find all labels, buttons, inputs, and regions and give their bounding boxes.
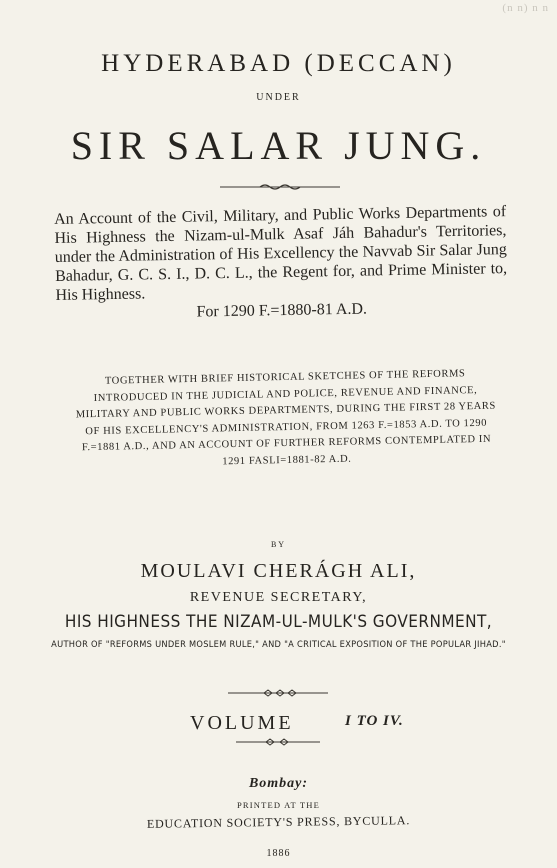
volume-label: VOLUME: [190, 712, 294, 734]
government-line: HIS HIGHNESS THE NIZAM-UL-MULK'S GOVERNMENT,: [64, 612, 493, 632]
publication-city: Bombay:: [248, 776, 309, 791]
author-name: MOULAVI CHERÁGH ALI,: [140, 560, 417, 582]
description-text: An Account of the Civil, Military, and Public Works Departments of His Highness the Nizam-ul-Mulk Asaf Jáh Bahadur's Territories, under the Administration of His Excellency the Navvab Sir Salar Jung Bahadur, G. C. S. I., D. C. L., the Regent for, and Prime Minister to, His Highness.: [54, 203, 508, 304]
under-label: UNDER: [256, 92, 301, 103]
flourish-divider-middle: [228, 689, 328, 697]
subject-title: SIR SALAR JUNG.: [70, 123, 487, 168]
printed-at-label: PRINTED AT THE: [236, 800, 321, 810]
volume-number: I TO IV.: [345, 713, 404, 729]
other-works-line: AUTHOR OF "REFORMS UNDER MOSLEM RULE," AND "A CRITICAL EXPOSITION OF THE POPULAR JIHAD.": [51, 640, 506, 650]
flourish-divider-bottom: [236, 738, 320, 746]
description-block: [54, 202, 508, 324]
flourish-divider-top: [220, 183, 340, 191]
press-name: EDUCATION SOCIETY'S PRESS, BYCULLA.: [146, 813, 411, 831]
author-position: REVENUE SECRETARY,: [189, 590, 368, 605]
reforms-paragraph: TOGETHER WITH BRIEF HISTORICAL SKETCHES OF THE REFORMS INTRODUCED IN THE JUDICIAL AND POLICE, REVENUE AND FINANCE, MILITARY AND PUBLIC WORKS DEPARTMENTS, DURING THE FIRST 28 YEARS OF HIS EXCELLENCY'S ADMINISTRATION, FROM 1263 F.=1853 A.D. TO 1290 F.=1881 A.D., AND AN ACCOUNT OF FURTHER REFORMS CONTEMPLATED IN 1291 FASLI=1881-82 A.D.: [75, 368, 497, 467]
corner-mark: (n n) n n: [502, 2, 549, 14]
fiscal-year: For 1290 F.=1880-81 A.D.: [196, 300, 368, 321]
main-title: HYDERABAD (DECCAN): [101, 50, 456, 77]
publication-year: 1886: [266, 848, 291, 859]
by-label: BY: [270, 540, 287, 549]
